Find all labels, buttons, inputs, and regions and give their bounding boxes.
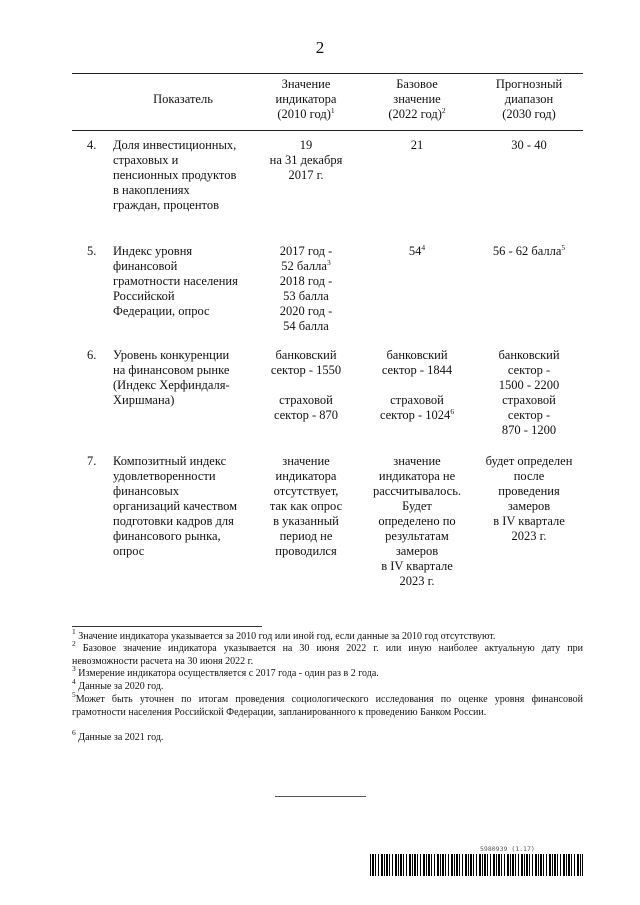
text-line: 2018 год - — [279, 274, 333, 288]
row-indicator-name — [113, 348, 253, 408]
text-line: финансовой — [113, 259, 178, 273]
text-line: на 31 декабря — [269, 153, 343, 167]
row-base — [366, 138, 468, 153]
text-line: 21 — [410, 138, 424, 152]
text-line: Хиршмана) — [113, 393, 175, 407]
footnote — [72, 690, 583, 719]
row-base — [366, 348, 468, 423]
text-line: Композитный индекс — [113, 454, 227, 468]
footnote-text: Базовое значение индикатора указывается на 30 июня 2022 г. или иную наиболее актуальную дату при невозможности расчета на 30 июня 2022 г. — [72, 643, 583, 667]
text-line: проводился — [275, 544, 337, 558]
header-base — [366, 77, 468, 122]
text-line — [257, 259, 355, 274]
header-value-text: (2010 год) — [277, 107, 331, 121]
text-line: 2023 г. — [399, 574, 435, 588]
footnote-text: Данные за 2020 год. — [78, 681, 164, 692]
footnote-mark: 1 — [72, 627, 76, 636]
footnote-mark: 3 — [72, 664, 76, 673]
header-forecast-line: Прогнозный — [495, 77, 563, 91]
text-line: на финансовом рынке — [113, 363, 230, 377]
text-line: подготовки кадров для — [113, 514, 234, 528]
text-line: опрос — [113, 544, 145, 558]
text-line: 53 балла — [283, 289, 329, 303]
text-line: финансовых — [113, 484, 180, 498]
row-value — [257, 244, 355, 334]
text-line: 30 - 40 — [511, 138, 547, 152]
text-line: значение — [393, 454, 441, 468]
header-value-line — [257, 107, 355, 122]
header-base-line: значение — [393, 92, 441, 106]
text-line: страховой — [279, 393, 333, 407]
header-value — [257, 77, 355, 122]
text-line: организаций качеством — [113, 499, 238, 513]
text-line: 2017 год - — [279, 244, 333, 258]
header-forecast — [476, 77, 582, 122]
text-line: Уровень конкуренции — [113, 348, 230, 362]
row-number: 5. — [87, 244, 97, 258]
row-value — [257, 348, 355, 423]
text-line — [257, 378, 355, 393]
row-forecast — [476, 138, 582, 153]
row-forecast — [476, 244, 582, 259]
text-line: финансового рынка, — [113, 529, 221, 543]
text-line: страховых и — [113, 153, 179, 167]
text-line: 1500 - 2200 — [498, 378, 560, 392]
text-line: удовлетворенности — [113, 469, 216, 483]
footnote-text: Измерение индикатора осуществляется с 2017 года - один раз в 2 года. — [78, 668, 379, 679]
text-line: в IV квартале — [493, 514, 565, 528]
text-line: грамотности населения — [113, 274, 238, 288]
footnote-mark: 4 — [72, 677, 76, 686]
text-line: банковский — [498, 348, 560, 362]
text-line: банковский — [275, 348, 337, 362]
text-line: в накоплениях — [113, 183, 190, 197]
footnote-text: Данные за 2021 год. — [78, 732, 164, 743]
text-line: будет определен — [485, 454, 573, 468]
footnote-ref: 3 — [326, 258, 331, 267]
row-number: 4. — [87, 138, 97, 152]
header-forecast-line: диапазон — [504, 92, 554, 106]
text-line: Индекс уровня — [113, 244, 193, 258]
text-line: сектор - — [507, 408, 551, 422]
table-header-rule — [72, 130, 583, 131]
text-line: отсутствует, — [273, 484, 339, 498]
text-line: 19 — [299, 138, 313, 152]
footnote-mark: 6 — [72, 728, 76, 737]
base-text: 54 — [408, 244, 422, 258]
row-forecast — [476, 454, 582, 544]
text-line: проведения — [498, 484, 560, 498]
footnote — [72, 664, 583, 681]
header-base-line: Базовое — [396, 77, 438, 91]
footnote-mark: 5 — [72, 690, 76, 699]
row-value — [257, 138, 355, 183]
header-value-line: индикатора — [275, 92, 337, 106]
footnote-ref: 2 — [441, 106, 446, 115]
text-line: замеров — [507, 499, 551, 513]
header-value-line: Значение — [281, 77, 331, 91]
text-line: индикатора не — [378, 469, 456, 483]
text-line: значение — [282, 454, 330, 468]
text-line: 54 балла — [283, 319, 329, 333]
text-line: в IV квартале — [381, 559, 453, 573]
footnote — [72, 677, 583, 694]
text-line: рассчитывалось. — [372, 484, 462, 498]
footnote-text: Может быть уточнен по итогам проведения социологического исследования по оценке уровня финансовой грамотности населения Российской Федерации, запланированного к проведению Банком России. — [72, 694, 583, 718]
row-indicator-name — [113, 244, 253, 319]
header-base-text: (2022 год) — [388, 107, 442, 121]
text-line: пенсионных продуктов — [113, 168, 237, 182]
text-line: Доля инвестиционных, — [113, 138, 237, 152]
text-line: 2020 год - — [279, 304, 333, 318]
text-line: страховой — [502, 393, 556, 407]
text-line: 2017 г. — [288, 168, 324, 182]
text-line: граждан, процентов — [113, 198, 219, 212]
value-text: 52 балла — [281, 259, 327, 273]
row-number: 7. — [87, 454, 97, 468]
text-line: 2023 г. — [511, 529, 547, 543]
text-line: после — [513, 469, 545, 483]
text-line: сектор - 1844 — [381, 363, 453, 377]
row-indicator-name — [113, 454, 253, 559]
text-line: Федерации, опрос — [113, 304, 210, 318]
footnote — [72, 639, 583, 668]
row-number: 6. — [87, 348, 97, 362]
text-line: в указанный — [273, 514, 339, 528]
text-line: определено по — [378, 514, 456, 528]
text-line: результатам — [385, 529, 449, 543]
header-forecast-line: (2030 год) — [502, 107, 556, 121]
barcode-icon — [370, 854, 583, 876]
row-indicator-name — [113, 138, 253, 213]
end-separator — [275, 796, 366, 797]
text-line — [366, 408, 468, 423]
footnote — [72, 728, 583, 745]
footnote-mark: 2 — [72, 639, 76, 648]
row-base — [366, 244, 468, 259]
footnote-ref: 5 — [561, 243, 566, 252]
text-line: страховой — [390, 393, 444, 407]
text-line: сектор - 1550 — [270, 363, 342, 377]
text-line: замеров — [395, 544, 439, 558]
footnote-separator — [72, 626, 262, 627]
text-line: индикатора — [275, 469, 337, 483]
text-line: 870 - 1200 — [501, 423, 557, 437]
table-top-rule — [72, 73, 583, 74]
forecast-text: 56 - 62 балла — [492, 244, 562, 258]
page-number: 2 — [315, 38, 325, 57]
text-line: банковский — [386, 348, 448, 362]
footnote-ref: 6 — [450, 407, 455, 416]
base-text: сектор - 1024 — [379, 408, 451, 422]
footnote — [72, 627, 583, 644]
row-base — [366, 454, 468, 589]
row-forecast — [476, 348, 582, 438]
text-line: Российской — [113, 289, 175, 303]
header-indicator: Показатель — [153, 92, 213, 106]
footnote-ref: 1 — [330, 106, 335, 115]
text-line — [366, 378, 468, 393]
header-base-line — [366, 107, 468, 122]
text-line: сектор - — [507, 363, 551, 377]
footnote-ref: 4 — [421, 243, 426, 252]
text-line: так как опрос — [269, 499, 343, 513]
footnote-text: Значение индикатора указывается за 2010 год или иной год, если данные за 2010 год отсутствуют. — [78, 631, 496, 642]
text-line: сектор - 870 — [273, 408, 339, 422]
text-line: Будет — [402, 499, 432, 513]
text-line: (Индекс Херфиндаля- — [113, 378, 230, 392]
text-line: период не — [279, 529, 333, 543]
row-value — [257, 454, 355, 559]
document-stamp-text: 5980939 (1.17) — [480, 845, 535, 853]
